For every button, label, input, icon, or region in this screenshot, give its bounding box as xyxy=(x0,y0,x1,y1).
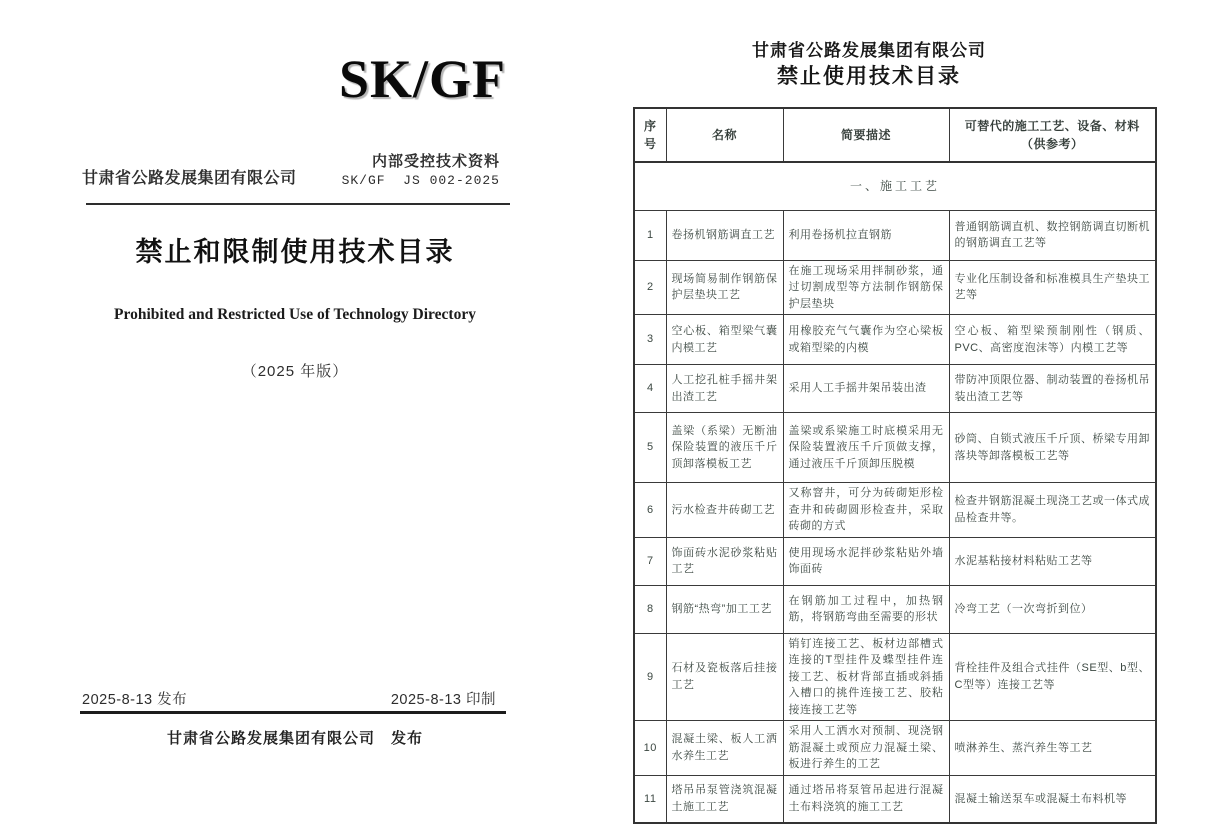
tech-name: 空心板、箱型梁气囊内模工艺 xyxy=(666,315,783,365)
table-body xyxy=(634,162,1156,823)
directory-company: 甘肃省公路发展集团有限公司 xyxy=(752,41,986,60)
tech-name: 盖梁（系梁）无断油保险装置的液压千斤顶卸落模板工艺 xyxy=(666,413,783,483)
cover-title-en: Prohibited and Restricted Use of Technology Directory xyxy=(114,306,476,323)
row-number: 2 xyxy=(634,260,666,315)
tech-alternative: 水泥基粘接材料粘贴工艺等 xyxy=(949,537,1156,585)
tech-alternative: 背栓挂件及组合式挂件（SE型、b型、C型等）连接工艺等 xyxy=(949,633,1156,721)
edition-label: （2025 年版） xyxy=(241,363,349,380)
tech-description: 在施工现场采用拌制砂浆，通过切割成型等方法制作钢筋保护层垫块 xyxy=(783,260,949,315)
table-row xyxy=(634,315,1156,365)
print-date: 2025-8-13 印制 xyxy=(390,692,496,708)
section-header: 一、施工工艺 xyxy=(634,162,1156,210)
directory-title: 禁止使用技术目录 xyxy=(777,64,961,88)
tech-alternative: 普通钢筋调直机、数控钢筋调直切断机的钢筋调直工艺等 xyxy=(949,210,1156,260)
cover-title-cn: 禁止和限制使用技术目录 xyxy=(135,237,455,267)
tech-name: 钢筋“热弯”加工工艺 xyxy=(666,585,783,633)
doc-code: SK/GF xyxy=(338,49,506,109)
tech-description: 采用人工手摇井架吊装出渣 xyxy=(783,365,949,413)
tech-name: 塔吊吊泵管浇筑混凝土施工工艺 xyxy=(666,775,783,823)
tech-alternative: 空心板、箱型梁预制刚性（钢质、PVC、高密度泡沫等）内模工艺等 xyxy=(949,315,1156,365)
control-block xyxy=(342,150,500,188)
table-row xyxy=(634,585,1156,633)
tech-name: 混凝土梁、板人工洒水养生工艺 xyxy=(666,721,783,776)
table-row xyxy=(634,633,1156,721)
row-number: 11 xyxy=(634,775,666,823)
company-name: 甘肃省公路发展集团有限公司 xyxy=(82,170,297,187)
tech-name: 人工挖孔桩手摇井架出渣工艺 xyxy=(666,365,783,413)
section-row xyxy=(634,162,1156,210)
control-label: 内部受控技术资料 xyxy=(371,153,500,170)
tech-alternative: 冷弯工艺（一次弯折到位） xyxy=(949,585,1156,633)
header-description: 简要描述 xyxy=(783,108,949,162)
tech-description: 利用卷扬机拉直钢筋 xyxy=(783,210,949,260)
doc-number: SK/GF JS 002-2025 xyxy=(341,173,500,188)
header-alternative: 可替代的施工工艺、设备、材料（供参考） xyxy=(949,108,1156,162)
tech-name: 饰面砖水泥砂浆粘贴工艺 xyxy=(666,537,783,585)
table-row xyxy=(634,483,1156,538)
footer-rule xyxy=(80,711,506,714)
table-row xyxy=(634,537,1156,585)
row-number: 1 xyxy=(634,210,666,260)
table-row xyxy=(634,775,1156,823)
tech-description: 用橡胶充气气囊作为空心梁板或箱型梁的内模 xyxy=(783,315,949,365)
header-seq: 序号 xyxy=(634,108,666,162)
tech-name: 污水检查井砖砌工艺 xyxy=(666,483,783,538)
row-number: 8 xyxy=(634,585,666,633)
cover-page xyxy=(80,0,510,839)
header-name: 名称 xyxy=(666,108,783,162)
tech-description: 采用人工洒水对预制、现浇钢筋混凝土或预应力混凝土梁、板进行养生的工艺 xyxy=(783,721,949,776)
row-number: 6 xyxy=(634,483,666,538)
tech-description: 又称窨井，可分为砖砌矩形检查井和砖砌圆形检查井，采取砖砌的方式 xyxy=(783,483,949,538)
row-number: 4 xyxy=(634,365,666,413)
row-number: 9 xyxy=(634,633,666,721)
tech-alternative: 专业化压制设备和标准模具生产垫块工艺等 xyxy=(949,260,1156,315)
tech-alternative: 喷淋养生、蒸汽养生等工艺 xyxy=(949,721,1156,776)
row-number: 10 xyxy=(634,721,666,776)
cover-header-row xyxy=(82,150,500,188)
tech-description: 使用现场水泥拌砂浆粘贴外墙饰面砖 xyxy=(783,537,949,585)
release-date: 2025-8-13 发布 xyxy=(82,692,188,708)
tech-name: 石材及瓷板落后挂接工艺 xyxy=(666,633,783,721)
tech-alternative: 砂筒、自锁式液压千斤顶、桥梁专用卸落块等卸落模板工艺等 xyxy=(949,413,1156,483)
table-row xyxy=(634,721,1156,776)
table-row xyxy=(634,413,1156,483)
dates-row xyxy=(82,688,496,709)
table-row xyxy=(634,210,1156,260)
tech-alternative: 混凝土输送泵车或混凝土布料机等 xyxy=(949,775,1156,823)
row-number: 3 xyxy=(634,315,666,365)
row-number: 7 xyxy=(634,537,666,585)
publisher-line: 甘肃省公路发展集团有限公司 发布 xyxy=(166,730,423,747)
tech-alternative: 检查井钢筋混凝土现浇工艺或一体式成品检查井等。 xyxy=(949,483,1156,538)
tech-alternative: 带防冲顶限位器、制动装置的卷扬机吊装出渣工艺等 xyxy=(949,365,1156,413)
prohibited-tech-table xyxy=(633,107,1157,824)
tech-description: 通过塔吊将泵管吊起进行混凝土布料浇筑的施工工艺 xyxy=(783,775,949,823)
table-row xyxy=(634,260,1156,315)
table-header-row xyxy=(634,108,1156,162)
table-row xyxy=(634,365,1156,413)
tech-description: 盖梁或系梁施工时底模采用无保险装置液压千斤顶做支撑，通过液压千斤顶卸压脱模 xyxy=(783,413,949,483)
directory-page xyxy=(633,0,1155,839)
tech-name: 现场简易制作钢筋保护层垫块工艺 xyxy=(666,260,783,315)
tech-description: 销钉连接工艺、板材边部槽式连接的T型挂件及蝶型挂件连接工艺、板材背部直插或斜插入槽口的挑件连接工艺、胶粘接连接工艺等 xyxy=(783,633,949,721)
row-number: 5 xyxy=(634,413,666,483)
tech-name: 卷扬机钢筋调直工艺 xyxy=(666,210,783,260)
header-rule xyxy=(86,203,510,205)
tech-description: 在钢筋加工过程中，加热钢筋，将钢筋弯曲至需要的形状 xyxy=(783,585,949,633)
